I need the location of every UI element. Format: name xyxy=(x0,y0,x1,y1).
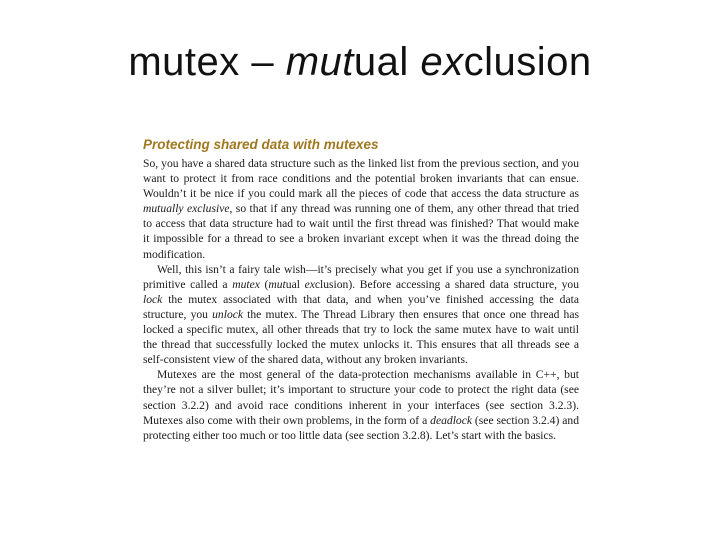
title-fragment: mut xyxy=(285,40,354,84)
text-run: the mutex. The Thread Library then ensures that once one thread has locked a specific mutex, all other threads that try to lock the same mutex have to wait until the thread that successfully locked the mutex unlocks it. This ensures that all threads see a self-consistent view of the shared data, without any broken invariants. xyxy=(143,307,579,367)
excerpt-paragraph xyxy=(143,262,579,368)
text-run: ( xyxy=(259,277,269,291)
title-fragment: ual xyxy=(353,40,421,84)
emphasized-term: deadlock xyxy=(430,413,473,427)
excerpt-body xyxy=(143,156,579,443)
text-run: Mutexes are the most general of the data-protection mechanisms available in C++, but they’re not a silver bullet; it’s important to structure your code to protect the right data (see section 3.2.2) and avoid race conditions inherent in your interfaces (see section 3.2.3). Mutexes also come with their own problems, in the form of a xyxy=(143,368,579,427)
book-excerpt xyxy=(143,137,579,443)
text-run: the mutex associated with that data, and when you’ve finished accessing the data structure, you xyxy=(143,292,579,321)
title-fragment: ex xyxy=(420,40,464,84)
emphasized-term: ex xyxy=(304,277,315,291)
excerpt-heading: Protecting shared data with mutexes xyxy=(143,137,379,152)
text-run: , so that if any thread was running one of them, any other thread that tried to access that data structure had to wait until the first thread was finished? That would make it impossible for a thread to see a broken invariant except when it was the thread doing the modification. xyxy=(143,202,580,261)
emphasized-term: mutually exclusive xyxy=(143,202,230,216)
excerpt-paragraph xyxy=(143,367,579,442)
emphasized-term: lock xyxy=(143,292,163,306)
excerpt-paragraph xyxy=(143,156,579,262)
title-fragment: mutex – xyxy=(128,40,286,84)
text-run: (see section 3.2.4) and protecting either too much or too little data (see section 3.2.8). Let’s start with the basics. xyxy=(143,413,579,442)
emphasized-term: mut xyxy=(268,277,286,291)
text-run: So, you have a shared data structure such as the linked list from the previous section, and you want to protect it from race conditions and the potential broken invariants that can ensue. Wouldn’t it be nice if you could mark all the pieces of code that access the data structure as xyxy=(143,157,579,201)
text-run: clusion). Before accessing a shared data structure, you xyxy=(314,277,579,291)
text-run: Well, this isn’t a fairy tale wish—it’s precisely what you get if you use a synchronization primitive called a xyxy=(143,262,579,291)
emphasized-term: mutex xyxy=(232,277,260,291)
slide-title xyxy=(0,40,720,85)
title-fragment: clusion xyxy=(463,40,592,84)
text-run: ual xyxy=(285,277,305,291)
emphasized-term: unlock xyxy=(212,307,244,321)
